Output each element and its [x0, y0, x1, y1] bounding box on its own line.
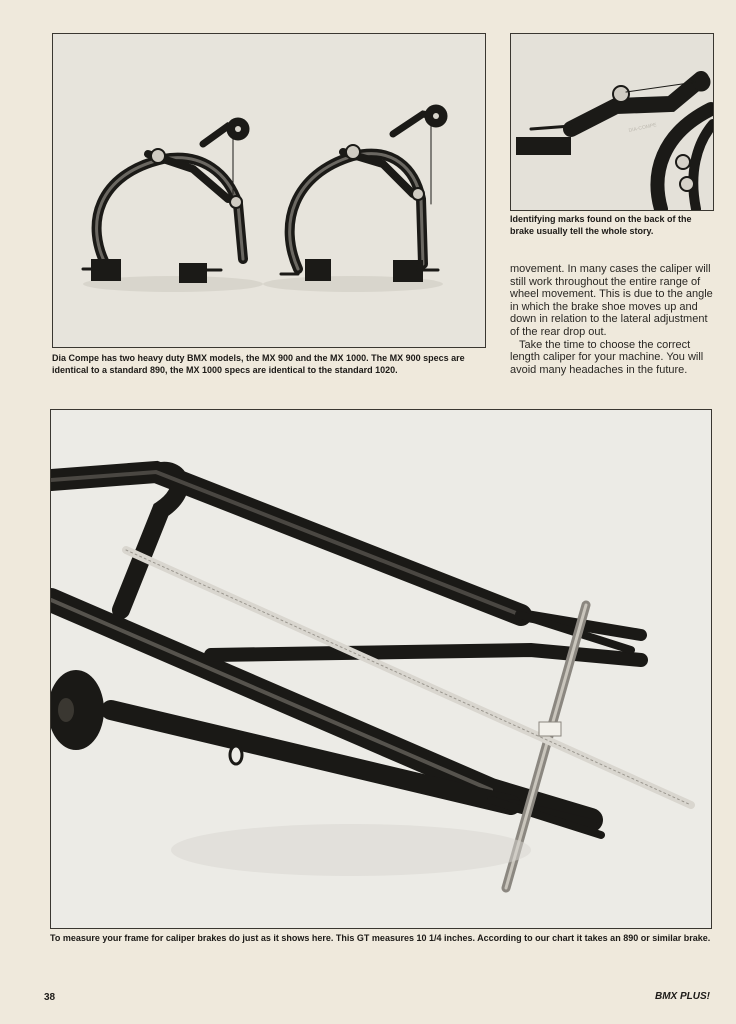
brake-back-illustration [511, 34, 713, 210]
body-paragraph: movement. In many cases the caliper will still work throughout the entire range of wheel movement. This is due to the angle in which the brake shoe moves up and down in relation to the lateral adjustment of the rear drop out. [510, 263, 713, 338]
page-number: 38 [44, 992, 56, 1003]
frame-measure-photo [50, 409, 712, 929]
body-paragraph: Take the time to choose the correct length caliper for your machine. You will avoid many headaches in the future. [510, 338, 704, 376]
brakes-caption: Dia Compe has two heavy duty BMX models, the MX 900 and the MX 1000. The MX 900 specs are identical to a standard 890, the MX 1000 specs are identical to the standard 1020. [52, 353, 465, 375]
svg-text:DIA-COMPE: DIA-COMPE [628, 122, 658, 134]
magazine-name: BMX PLUS! [655, 991, 710, 1002]
brake-marks-photo [510, 33, 714, 211]
article-body [510, 263, 716, 376]
frame-caption: To measure your frame for caliper brakes do just as it shows here. This GT measures 10 1/4 inches. According to our chart it takes an 890 or similar brake. [50, 933, 711, 943]
brake-calipers-illustration [53, 34, 485, 347]
frame-illustration [51, 410, 711, 928]
brake-marks-caption: Identifying marks found on the back of the brake usually tell the whole story. [510, 214, 692, 236]
brakes-photo [52, 33, 486, 348]
